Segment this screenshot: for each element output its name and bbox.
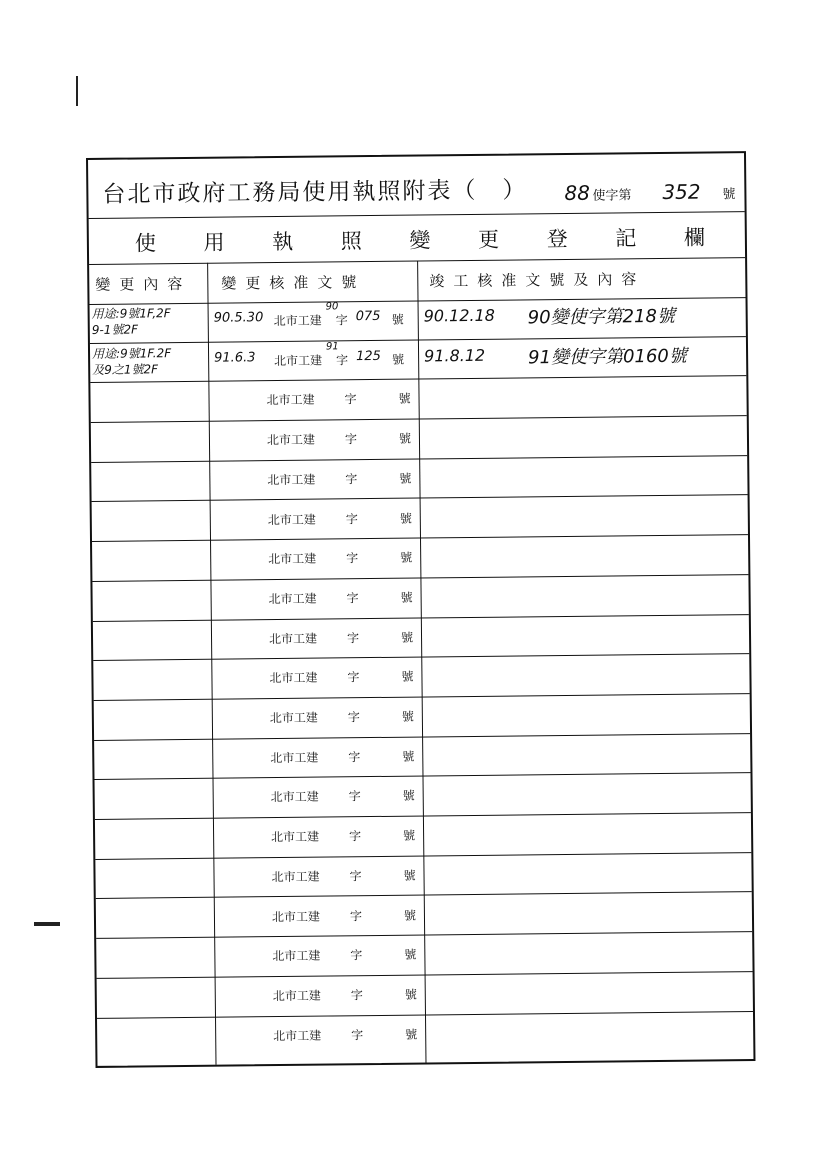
header-approval: 變更核准文號 — [221, 273, 366, 293]
template-hao: 號 — [398, 392, 411, 407]
template-prefix: 北市工建 — [271, 909, 321, 924]
approval-number — [218, 747, 418, 765]
approval-number — [213, 301, 414, 329]
approval-number — [216, 509, 416, 527]
table-row — [95, 813, 751, 860]
table-row — [93, 615, 749, 662]
header-completion: 竣工核准文號及內容 — [429, 270, 646, 291]
approval-date: 90.5.30 — [213, 310, 264, 326]
approval-number — [219, 827, 419, 845]
table-row — [97, 1012, 753, 1059]
approval-number — [220, 946, 420, 964]
approval-number — [220, 906, 420, 924]
approval-template — [272, 947, 417, 965]
completion-content — [423, 303, 744, 329]
approval-year: 91 — [325, 341, 339, 353]
approval-number — [219, 866, 419, 884]
template-hao: 號 — [401, 709, 414, 724]
template-zi: 字 — [346, 551, 359, 566]
banner-char: 變 — [409, 228, 431, 253]
template-hao: 號 — [402, 749, 415, 764]
approval-number — [221, 1025, 421, 1043]
template-hao: 號 — [404, 947, 417, 962]
template-hao: 號 — [398, 431, 412, 446]
template-zi: 字 — [349, 829, 362, 844]
banner-heading — [135, 222, 705, 258]
approval-number — [215, 430, 415, 448]
permit-suffix: 號 — [722, 187, 736, 203]
approval-template — [267, 470, 412, 488]
change-line: 用途:9號1F.2F — [91, 345, 172, 361]
table-row — [94, 734, 750, 781]
banner-char: 用 — [203, 230, 225, 255]
template-prefix: 北市工建 — [268, 551, 317, 567]
completion-content — [423, 343, 744, 369]
approval-template — [271, 828, 416, 846]
change-line: 9-1號2F — [91, 322, 139, 337]
table-row — [96, 932, 752, 979]
completion-date: 91.8.12 — [423, 345, 486, 366]
approval-template — [273, 1026, 418, 1044]
approval-number — [215, 469, 415, 487]
table-row — [97, 972, 753, 1019]
title-row — [88, 153, 745, 219]
template-prefix: 北市工建 — [271, 829, 320, 845]
permit-number: 352 — [662, 179, 701, 204]
template-hao: 號 — [400, 550, 413, 565]
template-zi: 字 — [349, 868, 362, 884]
template-hao: 號 — [405, 1027, 418, 1042]
template-hao: 號 — [399, 511, 412, 526]
template-zi: 字 — [344, 392, 357, 407]
template-zi: 字 — [347, 710, 360, 725]
template-zi: 字 — [346, 630, 360, 645]
approval-template — [269, 709, 414, 727]
form-title: 台北市政府工務局使用執照附表（ ） — [102, 177, 528, 208]
banner-char: 記 — [615, 226, 637, 251]
approval-date: 91.6.3 — [214, 349, 256, 366]
table-row — [93, 654, 749, 701]
table-row — [90, 297, 746, 344]
template-hao: 號 — [400, 630, 414, 645]
template-prefix: 北市工建 — [270, 750, 319, 765]
approval-template — [273, 301, 404, 330]
banner-char: 照 — [340, 229, 362, 254]
table-row — [94, 694, 750, 741]
template-zi: 字 — [351, 1027, 364, 1042]
template-prefix: 北市工建 — [272, 988, 321, 1003]
banner-row — [89, 211, 745, 265]
table-row — [92, 535, 748, 582]
approval-year: 90 — [325, 301, 339, 313]
template-prefix: 北市工建 — [273, 313, 322, 329]
banner-char: 更 — [477, 227, 500, 252]
permit-label: 使字第 — [592, 188, 632, 204]
table-row — [91, 416, 747, 463]
template-zi: 字 — [349, 908, 363, 923]
approval-num: 125 — [356, 348, 381, 364]
banner-char: 欄 — [683, 225, 705, 250]
template-prefix: 北市工建 — [267, 472, 316, 487]
banner-char: 使 — [134, 231, 157, 256]
template-zi: 字 — [350, 988, 363, 1003]
template-zi: 字 — [336, 352, 349, 368]
table-row — [90, 337, 746, 384]
table-row — [90, 376, 746, 423]
scan-artifact — [34, 922, 60, 926]
completion-date: 90.12.18 — [423, 305, 496, 326]
template-hao: 號 — [391, 312, 404, 327]
template-hao: 號 — [403, 908, 417, 923]
template-prefix: 北市工建 — [273, 1028, 322, 1043]
approval-number — [218, 708, 418, 726]
template-prefix: 北市工建 — [269, 670, 318, 686]
approval-number — [216, 549, 416, 567]
template-zi: 字 — [347, 670, 360, 685]
template-hao: 號 — [401, 669, 414, 685]
completion-text: 90變使字第218號 — [527, 305, 676, 329]
approval-template — [268, 629, 414, 647]
register-rows — [90, 297, 754, 1066]
table-row — [92, 575, 748, 622]
template-prefix: 北市工建 — [268, 631, 318, 646]
change-content — [92, 305, 208, 338]
template-prefix: 北市工建 — [268, 591, 317, 607]
table-row — [91, 456, 747, 503]
template-prefix: 北市工建 — [270, 789, 319, 805]
approval-number — [217, 628, 417, 646]
approval-template — [268, 590, 413, 608]
permit-prefix: 88 — [564, 180, 590, 205]
template-zi: 字 — [346, 591, 359, 606]
change-line: 及9之1號2F — [92, 361, 159, 377]
template-hao: 號 — [403, 828, 416, 843]
template-hao: 號 — [402, 788, 415, 804]
table-row — [96, 893, 752, 940]
template-prefix: 北市工建 — [269, 710, 318, 726]
approval-number — [214, 390, 414, 408]
permit-attachment-form — [86, 151, 755, 1068]
template-zi: 字 — [335, 313, 348, 328]
approval-template — [266, 431, 412, 449]
template-zi: 字 — [350, 948, 363, 963]
header-change: 變更內容 — [95, 274, 192, 294]
approval-template — [269, 669, 414, 687]
template-prefix: 北市工建 — [274, 353, 323, 368]
completion-text: 91變使字第0160號 — [528, 345, 687, 369]
template-prefix: 北市工建 — [267, 512, 316, 527]
template-prefix: 北市工建 — [266, 393, 315, 408]
template-zi: 字 — [345, 471, 358, 487]
change-content — [92, 344, 208, 377]
template-hao: 號 — [392, 352, 405, 367]
approval-template — [267, 510, 412, 528]
approval-template — [270, 748, 415, 766]
template-hao: 號 — [403, 868, 416, 883]
template-prefix: 北市工建 — [266, 432, 316, 448]
banner-char: 執 — [272, 229, 294, 255]
approval-num: 075 — [355, 308, 381, 325]
template-zi: 字 — [348, 789, 361, 804]
approval-template — [271, 907, 417, 925]
banner-char: 登 — [546, 226, 568, 252]
template-zi: 字 — [345, 511, 358, 526]
approval-number — [214, 341, 414, 368]
approval-template — [268, 550, 413, 568]
approval-number — [217, 588, 417, 607]
approval-template — [270, 788, 415, 806]
template-zi: 字 — [348, 749, 361, 764]
table-row — [95, 773, 751, 820]
approval-template — [274, 341, 405, 369]
approval-template — [266, 391, 411, 409]
approval-number — [219, 787, 419, 805]
template-zi: 字 — [344, 432, 358, 447]
template-hao: 號 — [404, 987, 417, 1002]
table-row — [92, 496, 748, 543]
approval-template — [271, 867, 416, 885]
approval-number — [217, 668, 417, 686]
template-prefix: 北市工建 — [271, 869, 320, 884]
change-line: 用途:9號1F,2F — [91, 306, 171, 321]
table-row — [95, 853, 751, 900]
approval-template — [272, 986, 417, 1004]
template-prefix: 北市工建 — [272, 948, 321, 964]
approval-number — [221, 985, 421, 1003]
template-hao: 號 — [399, 471, 412, 486]
template-hao: 號 — [400, 590, 413, 605]
scan-artifact — [76, 76, 78, 106]
